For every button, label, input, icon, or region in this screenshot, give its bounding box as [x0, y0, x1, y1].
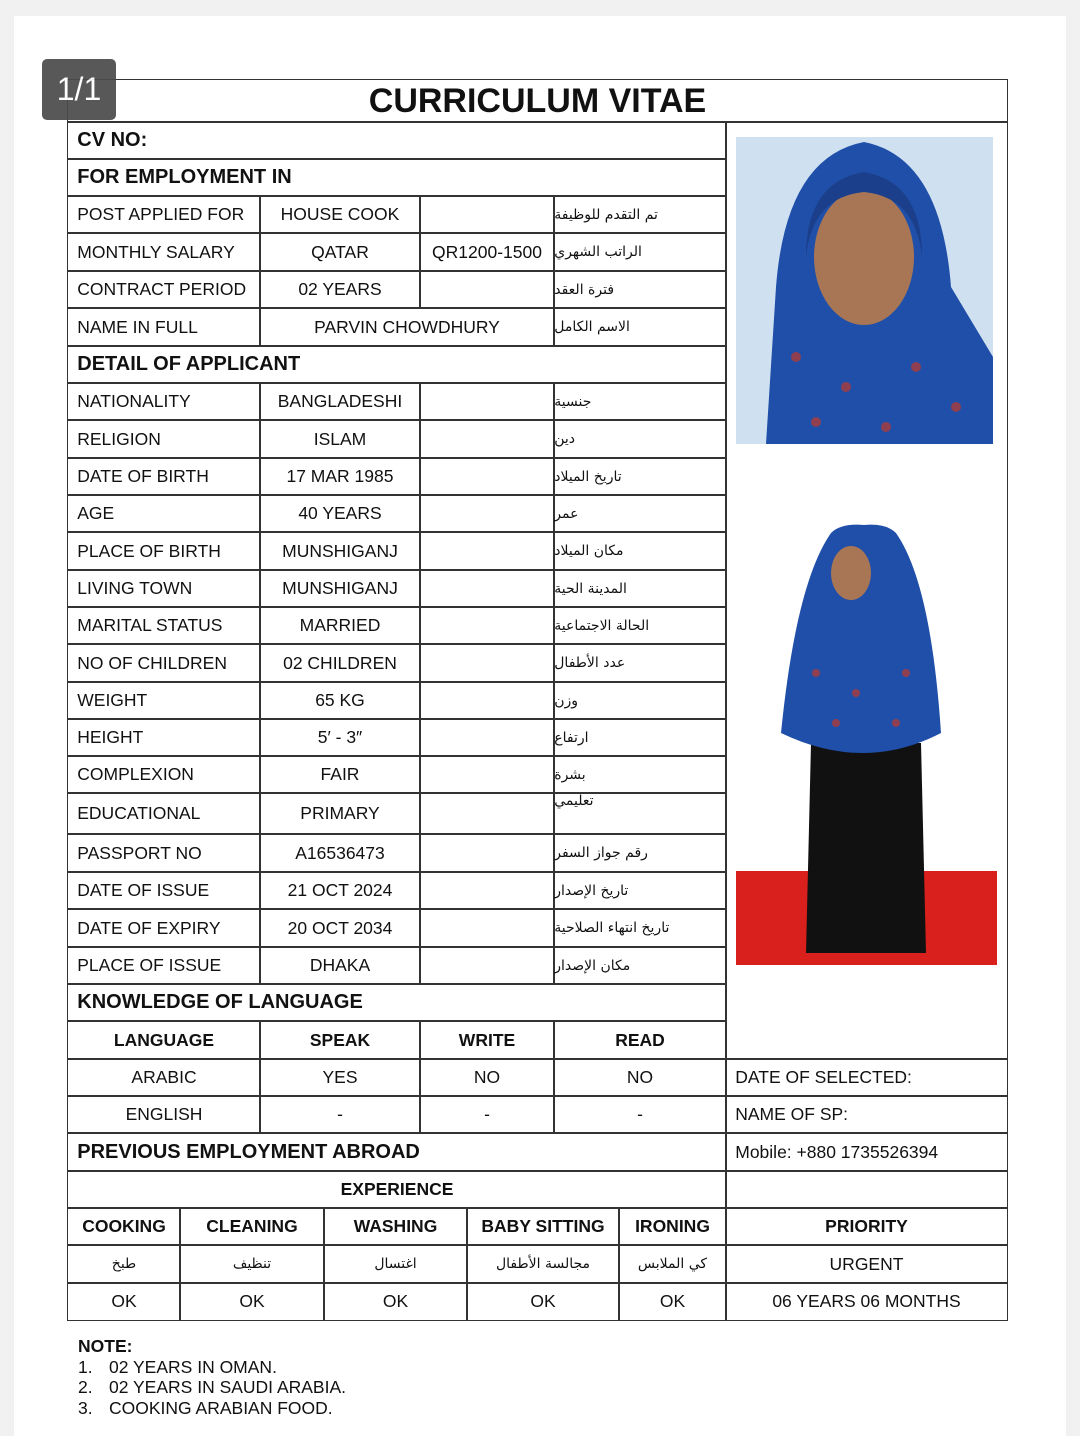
field-label-arabic: وزن [553, 681, 727, 720]
note-section [78, 1336, 346, 1418]
empty-cell [419, 833, 555, 873]
field-label-arabic: جنسية [553, 382, 727, 421]
language-column-header: LANGUAGE [67, 1020, 261, 1060]
field-extra [419, 270, 555, 309]
field-value: MARRIED [259, 606, 421, 645]
note-title: NOTE: [78, 1336, 133, 1356]
language-cell: ARABIC [67, 1058, 261, 1097]
field-value: MUNSHIGANJ [259, 569, 421, 608]
empty-cell [419, 606, 555, 645]
empty-cell [419, 908, 555, 948]
empty-cell [419, 569, 555, 608]
field-label: PASSPORT NO [67, 833, 261, 873]
experience-total: 06 YEARS 06 MONTHS [725, 1282, 1008, 1321]
field-label: NAME IN FULL [67, 307, 261, 347]
field-value: 20 OCT 2034 [259, 908, 421, 948]
language-cell: YES [259, 1058, 421, 1097]
skill-arabic: طبخ [67, 1244, 181, 1284]
section-heading-employment: FOR EMPLOYMENT IN [67, 158, 727, 197]
skill-arabic: كي الملابس [618, 1244, 727, 1284]
skill-arabic: تنظيف [179, 1244, 325, 1284]
field-value: QATAR [259, 232, 421, 272]
field-label: DATE OF BIRTH [67, 457, 261, 496]
empty-cell [419, 681, 555, 720]
field-label-arabic: الاسم الكامل [553, 307, 727, 347]
note-item: 1. 02 YEARS IN OMAN. [78, 1356, 277, 1377]
priority-value: URGENT [725, 1244, 1008, 1284]
field-label-arabic: تاريخ الإصدار [553, 871, 727, 910]
skill-status: OK [323, 1282, 468, 1321]
field-value: 02 YEARS [259, 270, 421, 309]
field-value: BANGLADESHI [259, 382, 421, 421]
field-label: POST APPLIED FOR [67, 195, 261, 234]
language-cell: NO [419, 1058, 555, 1097]
field-label: MONTHLY SALARY [67, 232, 261, 272]
field-label: DATE OF ISSUE [67, 871, 261, 910]
empty-cell [419, 946, 555, 985]
skill-arabic: مجالسة الأطفال [466, 1244, 620, 1284]
field-value: 5′ - 3″ [259, 718, 421, 757]
section-heading-language: KNOWLEDGE OF LANGUAGE [67, 983, 727, 1022]
empty-cell [419, 871, 555, 910]
empty-cell [419, 755, 555, 794]
language-cell: - [553, 1095, 727, 1134]
field-label: RELIGION [67, 419, 261, 459]
sp-name-label: NAME OF SP: [725, 1095, 1008, 1134]
language-cell: - [419, 1095, 555, 1134]
cv-title: CURRICULUM VITAE [67, 79, 1008, 123]
applicant-full-body-photo [736, 523, 997, 965]
empty-cell [419, 718, 555, 757]
field-value: 65 KG [259, 681, 421, 720]
cv-no-label: CV NO: [67, 121, 727, 160]
field-label: NO OF CHILDREN [67, 643, 261, 683]
field-label: NATIONALITY [67, 382, 261, 421]
field-label-arabic: فترة العقد [553, 270, 727, 309]
note-item: 3. COOKING ARABIAN FOOD. [78, 1397, 333, 1418]
field-label: DATE OF EXPIRY [67, 908, 261, 948]
skill-header: COOKING [67, 1207, 181, 1246]
field-label: PLACE OF BIRTH [67, 531, 261, 571]
empty-cell [419, 419, 555, 459]
section-heading-applicant: DETAIL OF APPLICANT [67, 345, 727, 384]
field-label-arabic: دين [553, 419, 727, 459]
field-value: ISLAM [259, 419, 421, 459]
field-label-arabic: تم التقدم للوظيفة [553, 195, 727, 234]
skill-status: OK [67, 1282, 181, 1321]
field-label: AGE [67, 494, 261, 533]
field-value: 21 OCT 2024 [259, 871, 421, 910]
skill-header: CLEANING [179, 1207, 325, 1246]
experience-label: EXPERIENCE [67, 1170, 727, 1209]
field-label: EDUCATIONAL [67, 792, 261, 835]
language-cell: ENGLISH [67, 1095, 261, 1134]
date-selected-label: DATE OF SELECTED: [725, 1058, 1008, 1097]
empty-cell [419, 792, 555, 835]
field-extra: QR1200-1500 [419, 232, 555, 272]
empty-cell [419, 382, 555, 421]
language-column-header: WRITE [419, 1020, 555, 1060]
field-value: 17 MAR 1985 [259, 457, 421, 496]
empty-cell [419, 531, 555, 571]
field-label-arabic: ارتفاع [553, 718, 727, 757]
skill-header: BABY SITTING [466, 1207, 620, 1246]
field-value: FAIR [259, 755, 421, 794]
skill-status: OK [618, 1282, 727, 1321]
field-label: MARITAL STATUS [67, 606, 261, 645]
field-label: HEIGHT [67, 718, 261, 757]
field-label-arabic: المدينة الحية [553, 569, 727, 608]
field-label: COMPLEXION [67, 755, 261, 794]
field-label: WEIGHT [67, 681, 261, 720]
field-label-arabic: عدد الأطفال [553, 643, 727, 683]
field-label-arabic: الراتب الشهري [553, 232, 727, 272]
field-label-arabic: عمر [553, 494, 727, 533]
page-indicator: 1/1 [42, 59, 116, 120]
field-label-arabic: مكان الميلاد [553, 531, 727, 571]
field-value: A16536473 [259, 833, 421, 873]
skill-status: OK [466, 1282, 620, 1321]
field-label-arabic: الحالة الاجتماعية [553, 606, 727, 645]
field-value: MUNSHIGANJ [259, 531, 421, 571]
field-value: HOUSE COOK [259, 195, 421, 234]
field-value: DHAKA [259, 946, 421, 985]
skill-header: WASHING [323, 1207, 468, 1246]
field-value: 40 YEARS [259, 494, 421, 533]
field-label-arabic: رقم جواز السفر [553, 833, 727, 873]
field-extra [419, 195, 555, 234]
field-label-arabic: تعليمي [553, 792, 727, 835]
empty-cell [725, 1170, 1008, 1209]
field-label: LIVING TOWN [67, 569, 261, 608]
applicant-portrait-photo [736, 137, 993, 444]
field-label: PLACE OF ISSUE [67, 946, 261, 985]
field-label-arabic: بشرة [553, 755, 727, 794]
field-label-arabic: تاريخ انتهاء الصلاحية [553, 908, 727, 948]
language-cell: NO [553, 1058, 727, 1097]
skill-status: OK [179, 1282, 325, 1321]
field-label: CONTRACT PERIOD [67, 270, 261, 309]
field-label-arabic: تاريخ الميلاد [553, 457, 727, 496]
field-value: PRIMARY [259, 792, 421, 835]
field-label-arabic: مكان الإصدار [553, 946, 727, 985]
skill-arabic: اغتسال [323, 1244, 468, 1284]
empty-cell [419, 457, 555, 496]
field-value: PARVIN CHOWDHURY [259, 307, 555, 347]
section-heading-previous-employment: PREVIOUS EMPLOYMENT ABROAD [67, 1132, 727, 1172]
note-item: 2. 02 YEARS IN SAUDI ARABIA. [78, 1377, 346, 1397]
skill-header: IRONING [618, 1207, 727, 1246]
field-value: 02 CHILDREN [259, 643, 421, 683]
language-column-header: READ [553, 1020, 727, 1060]
language-cell: - [259, 1095, 421, 1134]
priority-label: PRIORITY [725, 1207, 1008, 1246]
empty-cell [419, 643, 555, 683]
empty-cell [419, 494, 555, 533]
language-column-header: SPEAK [259, 1020, 421, 1060]
mobile-number: Mobile: +880 1735526394 [725, 1132, 1008, 1172]
